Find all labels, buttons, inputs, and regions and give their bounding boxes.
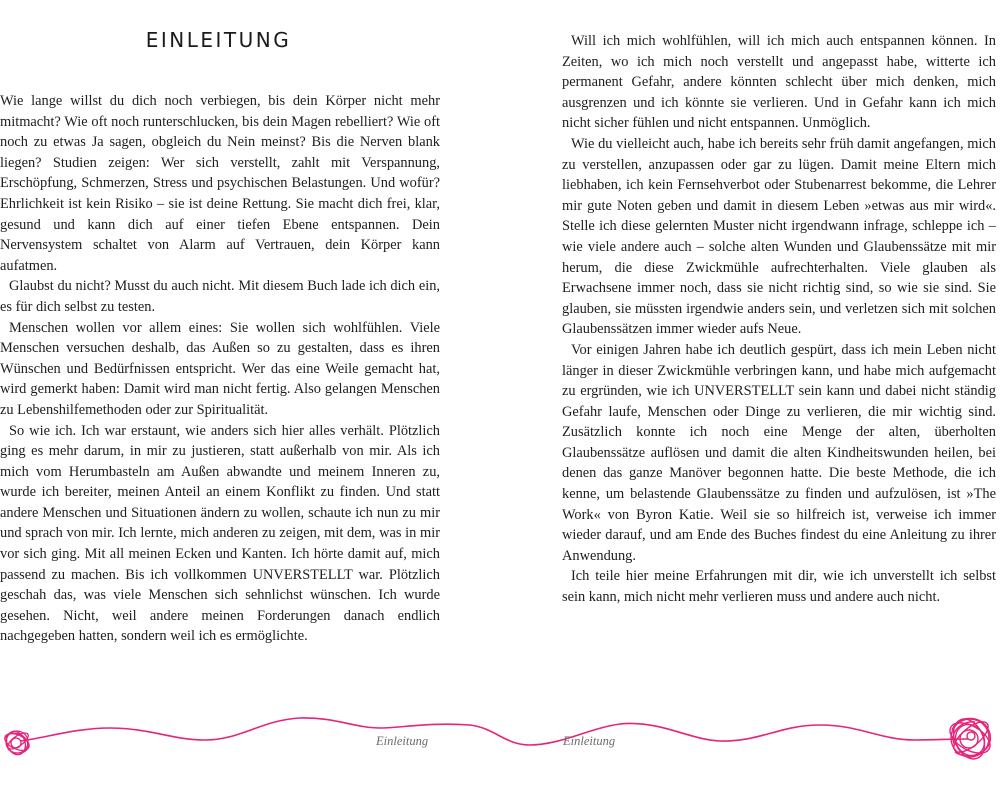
paragraph: Menschen wollen vor allem eines: Sie wollen sich wohlfühlen. Viele Menschen versuchen deshalb, das Außen so zu gestalten, dass es ihren Wünschen und Bedürfnissen entspricht. Wer das eine Weile gemacht hat, wird gemerkt haben: Damit wird man nicht fertig. Also gelangen Menschen zu Lebenshilfemethoden oder zur Spiritualität. (0, 319, 440, 418)
yarn-ball-left-icon (2, 729, 31, 758)
paragraph: Glaubst du nicht? Musst du auch nicht. Mit diesem Buch lade ich dich ein, es für dich selbst zu testen. (0, 278, 440, 315)
right-page-body (562, 31, 996, 608)
yarn-ball-right-icon (945, 714, 995, 764)
paragraph: Wie lange willst du dich noch verbiegen, bis dein Körper nicht mehr mitmacht? Wie oft noch runterschlucken, bis dein Magen rebelliert? Wie oft noch zu etwas Ja sagen, obgleich du Nein meinst? Bis die Nerven blank liegen? Studien zeigen: Wer sich verstellt, zahlt mit Verspannung, Erschöpfung, Schmerzen, Stress und psychischen Belastungen. Und wofür? Ehrlichkeit ist kein Risiko – sie ist deine Rettung. Sie macht dich frei, klar, gesund und kann dich auf einer tiefen Ebene entspannen. Dein Nervensystem schaltet von Alarm auf Vertrauen, dein Körper kann aufatmen. (0, 93, 440, 274)
wavy-thread-decoration (0, 695, 1000, 800)
right-page (562, 0, 996, 800)
paragraph: So wie ich. Ich war erstaunt, wie anders sich hier alles verhält. Plötzlich ging es mehr darum, in mir zu justieren, statt außerhalb von mir. Als ich mich vom Herumbasteln am Außen abwandte und meinem Inneren zu, wurde ich bereiter, meinen Anteil an einem Konflikt zu finden. Und statt andere Menschen und Situationen ändern zu wollen, schaute ich nun zu mir und sprach von mir. Ich lernte, mich anderen zu zeigen, mit dem, was in mir vor sich ging. Mit all meinen Ecken und Kanten. Ich hörte damit auf, mich passend zu machen. Bis ich vollkommen UNVERSTELLT war. Plötzlich geschah das, was viele Menschen sich sehnlichst wünschen. Ich wurde gesehen. Nicht, weil andere meinen Forderungen danach endlich nachgegeben hatten, sondern weil ich es ermöglichte. (0, 422, 440, 645)
left-page (0, 0, 440, 800)
paragraph: Will ich mich wohlfühlen, will ich mich auch entspannen können. In Zeiten, wo ich mich noch verstellt und angepasst habe, witterte ich permanent Gefahr, andere könnten schlecht über mich denken, mich ausgrenzen und ich könnte sie verlieren. Und in Gefahr kann ich mich nicht sicher fühlen und nicht entspannen. Unmöglich. (562, 33, 996, 132)
left-page-body (0, 91, 440, 647)
chapter-title: EINLEITUNG (145, 28, 292, 52)
footer-running-title-right: Einleitung (563, 734, 616, 748)
paragraph: Wie du vielleicht auch, habe ich bereits sehr früh damit angefangen, mich zu verstellen, anzupassen oder gar zu lügen. Damit meine Eltern mich liebhaben, ich kein Fernsehverbot oder Stubenarrest bekomme, die Lehrer mir gute Noten geben und damit in diesem Leben »etwas aus mir wird«. Stelle ich diese gelernten Muster nicht irgendwann infrage, schleppe ich – wie viele andere auch – solche alten Wunden und Glaubenssätze mit mir herum, die diese Zwickmühle aufrechterhalten. Viele glauben als Erwachsene immer noch, dass sie nicht richtig sind, so wie sie sind. Sie glauben, sie müssten irgendwie anders sein, und verletzen sich mit solchen Glaubenssätzen immer wieder aufs Neue. (562, 135, 996, 338)
wavy-thread-line (20, 718, 968, 745)
paragraph: Ich teile hier meine Erfahrungen mit dir, wie ich unverstellt ich selbst sein kann, mich nicht mehr verlieren muss und andere auch nicht. (562, 568, 996, 606)
paragraph: Vor einigen Jahren habe ich deutlich gespürt, dass ich mein Leben nicht länger in dieser Zwickmühle verbringen kann, und habe mich aufgemacht zu ergründen, wie ich UNVERSTELLT sein kann und dabei nicht ständig Gefahr laufe, Menschen oder Dinge zu verlieren, die mir wichtig sind. Zusätzlich konnte ich noch eine Menge der alten, überholten Glaubenssätze auflösen und damit die alten Kindheitswunden heilen, bei denen das ganze Manöver begonnen hatte. Die beste Methode, die ich kenne, um belastende Glaubenssätze zu finden und aufzulösen, ist »The Work« von Byron Katie. Weil sie so hilfreich ist, verweise ich immer wieder darauf, und am Ende des Buches findest du eine Anleitung zu ihrer Anwendung. (562, 341, 996, 564)
footer-running-title-left: Einleitung (376, 734, 429, 748)
